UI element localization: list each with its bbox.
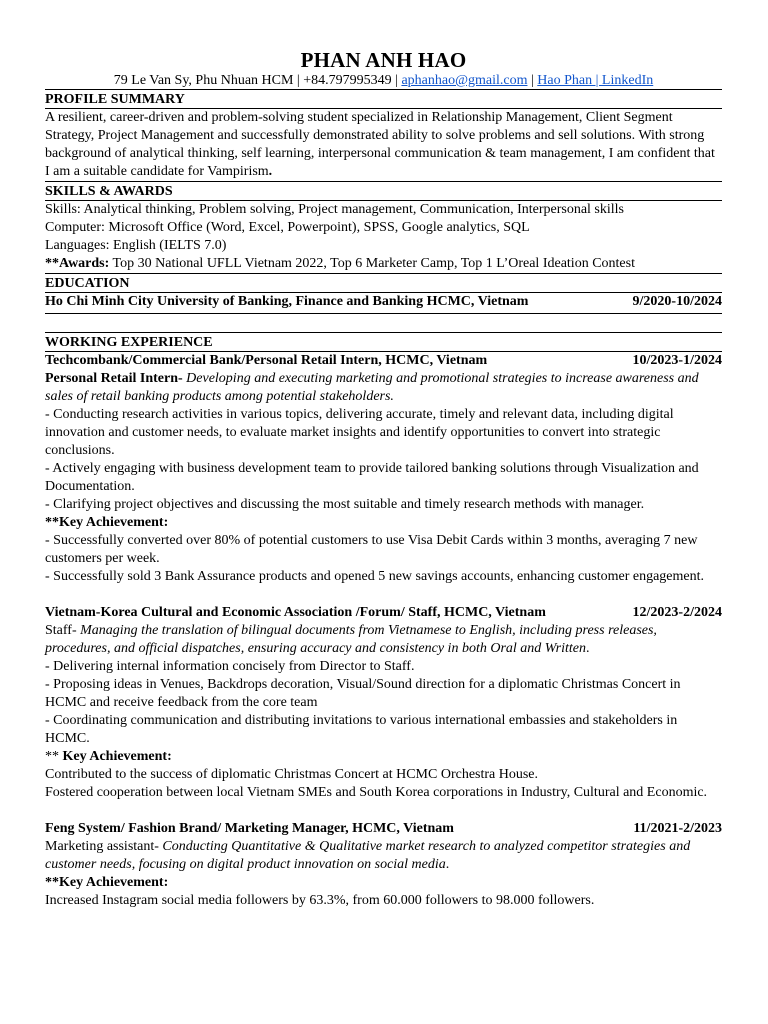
job-role-line [45, 622, 722, 658]
job-heading: Feng System/ Fashion Brand/ Marketing Manager, HCMC, Vietnam [45, 821, 454, 836]
job-date: 11/2021-2/2023 [633, 821, 722, 836]
achievement-item: Fostered cooperation between local Vietnam SMEs and South Korea corporations in Industry, Cultural and Economic. [45, 785, 708, 800]
achievement-item: Increased Instagram social media followers by 63.3%, from 60.000 followers to 98.000 followers. [45, 893, 595, 908]
job-entry-vietnam-korea [45, 604, 722, 802]
job-role-description-end: . [445, 857, 450, 872]
contact-separator: | [527, 73, 538, 88]
education-school: Ho Chi Minh City University of Banking, Finance and Banking HCMC, Vietnam [45, 294, 529, 309]
email-link[interactable]: aphanhao@gmail.com [401, 73, 528, 88]
awards-label: **Awards: [45, 256, 110, 271]
job-bullet: - Clarifying project objectives and discussing the most suitable and timely research methods with manager. [45, 497, 645, 512]
job-heading-row [45, 352, 722, 370]
key-achievement-prefix: ** [45, 749, 63, 764]
job-entry-techcombank [45, 352, 722, 586]
awards-text: Top 30 National UFLL Vietnam 2022, Top 6 Marketer Camp, Top 1 L’Oreal Ideation Contest [109, 256, 635, 271]
job-bullet: - Coordinating communication and distributing invitations to various international embassies and stakeholders in HCMC. [45, 713, 678, 746]
key-achievement-label: **Key Achievement: [45, 515, 169, 530]
education-date: 9/2020-10/2024 [632, 294, 722, 309]
profile-summary-main: A resilient, career-driven and problem-solving student specialized in Relationship Management, Client Segment Strategy, Project Management and successfully demonstrated ability to solve problems and sell solutions. With strong background of analytical thinking, self learning, interpersonal communication & team management, I am confident that I am a suitable candidate for Vampirism [45, 110, 715, 179]
skills-line: Skills: Analytical thinking, Problem solving, Project management, Communication, Interpersonal skills [45, 202, 624, 217]
job-role-label: Personal Retail Intern- [45, 371, 183, 386]
computer-line: Computer: Microsoft Office (Word, Excel, Powerpoint), SPSS, Google analytics, SQL [45, 220, 530, 235]
job-bullet: - Actively engaging with business development team to provide tailored banking solutions through Visualization and Documentation. [45, 461, 699, 494]
linkedin-link[interactable]: Hao Phan | LinkedIn [537, 73, 654, 88]
education-row [45, 293, 722, 314]
contact-line [45, 72, 722, 89]
languages-line: Languages: English (IELTS 7.0) [45, 238, 227, 253]
job-role-description: Developing and executing marketing and promotional strategies to increase awareness and sales of retail banking products among potential stakeholders. [45, 371, 699, 404]
job-role-description: Managing the translation of bilingual documents from Vietnamese to English, including press releases, procedures, and official dispatches, ensuring accuracy and consistency in both Oral and Written [45, 623, 657, 656]
job-date: 12/2023-2/2024 [632, 605, 722, 620]
key-achievement-label: **Key Achievement: [45, 875, 169, 890]
achievement-item: Contributed to the success of diplomatic Christmas Concert at HCMC Orchestra House. [45, 767, 539, 782]
contact-text: 79 Le Van Sy, Phu Nhuan HCM | +84.797995349 | [113, 73, 402, 88]
awards-line [45, 255, 722, 273]
job-bullet: - Proposing ideas in Venues, Backdrops decoration, Visual/Sound direction for a diplomatic Christmas Concert in HCMC and receive feedback from the core team [45, 677, 681, 710]
job-role-line [45, 838, 722, 874]
key-achievement-label: Key Achievement: [62, 749, 172, 764]
job-role-description: Conducting Quantitative & Qualitative market research to analyzed competitor strategies and customer needs, focusing on digital product innovation on social media [45, 839, 691, 872]
profile-summary-text [45, 109, 722, 181]
job-role-label: Staff- [45, 623, 77, 638]
job-role-line [45, 370, 722, 406]
job-bullet: - Conducting research activities in various topics, delivering accurate, timely and relevant data, including digital innovation and customer needs, to evaluate market insights and identify opportunities to convert into strategic conclusions. [45, 407, 674, 458]
job-heading-row [45, 604, 722, 622]
job-heading: Vietnam-Korea Cultural and Economic Association /Forum/ Staff, HCMC, Vietnam [45, 605, 546, 620]
job-heading: Techcombank/Commercial Bank/Personal Retail Intern, HCMC, Vietnam [45, 353, 488, 368]
section-title-skills: SKILLS & AWARDS [45, 181, 722, 201]
job-entry-feng-system [45, 820, 722, 910]
job-role-label: Marketing assistant- [45, 839, 159, 854]
job-heading-row [45, 820, 722, 838]
section-title-education: EDUCATION [45, 273, 722, 293]
achievement-item: - Successfully converted over 80% of potential customers to use Visa Debit Cards within 3 months, averaging 7 new customers per week. [45, 533, 698, 566]
job-date: 10/2023-1/2024 [632, 353, 722, 368]
achievement-item: - Successfully sold 3 Bank Assurance products and opened 5 new savings accounts, enhancing customer engagement. [45, 569, 704, 584]
key-achievement-line [45, 748, 722, 766]
job-bullet: - Delivering internal information concisely from Director to Staff. [45, 659, 415, 674]
profile-summary-end: . [268, 164, 273, 179]
section-title-profile: PROFILE SUMMARY [45, 89, 722, 109]
candidate-name: PHAN ANH HAO [300, 48, 467, 72]
job-role-description-end: . [586, 641, 590, 656]
section-title-experience: WORKING EXPERIENCE [45, 332, 722, 352]
